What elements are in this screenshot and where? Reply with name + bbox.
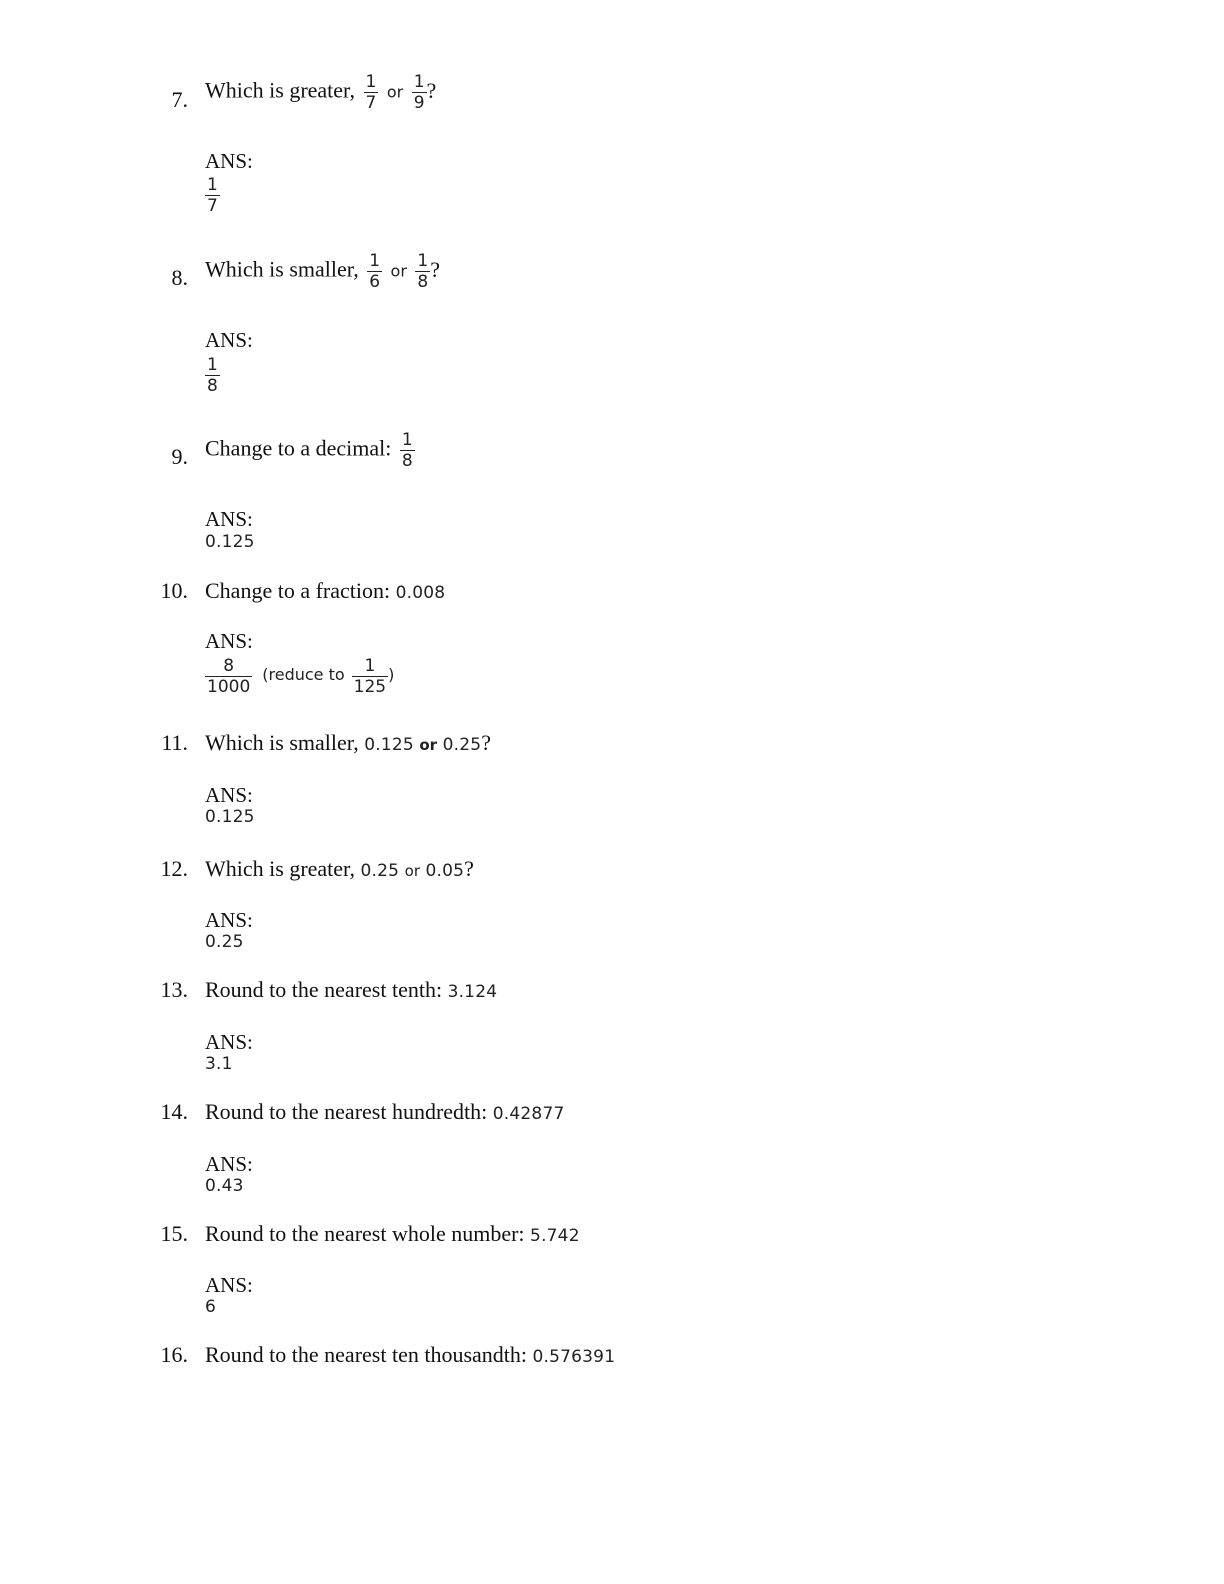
question-value: 5.742 [530,1226,580,1246]
answer-value: 0.125 [205,807,255,827]
question-number: 16. [160,1342,188,1367]
fraction: $\frac{1}{7}$ [365,72,377,113]
answer-label: ANS: [205,1152,253,1176]
answer-value [205,656,394,697]
answer-fraction: $\frac{1}{7}$ [207,175,218,216]
question-prompt-line [205,730,491,758]
question-value: 0.008 [395,583,446,603]
answer-fraction: $\frac{8}{1000}$ [207,656,251,697]
fraction: $\frac{1}{8}$ [417,251,429,292]
question-prompt-line [205,578,445,606]
question-prompt: Which is greater, [205,856,355,881]
answer-value: 0.25 [205,932,244,952]
question-number: 14. [160,1099,188,1124]
answer-reduced-fraction: $\frac{1}{125}$ [353,656,387,697]
question-prompt: Which is smaller, [205,256,359,282]
connector: or [404,862,421,880]
question-end: ? [481,730,491,755]
answer-label: ANS: [205,629,253,653]
question-prompt: Round to the nearest tenth: [205,977,443,1002]
question-value-2: 0.05 [425,861,465,881]
question-value-2: 0.25 [442,735,482,755]
question-prompt-line [205,856,474,884]
answer-value: 0.43 [205,1176,244,1196]
answer-label: ANS: [205,507,253,531]
question-prompt: Which is smaller, [205,730,359,755]
question-prompt-line [205,1342,615,1370]
connector: or [390,261,407,281]
fraction: $\frac{1}{6}$ [369,251,381,292]
question-prompt-line [205,1221,580,1249]
answer-note: (reduce to [262,665,345,685]
question-end: ? [430,256,440,282]
answer-value [205,355,220,396]
question-number: 8. [171,265,188,290]
question-value: 3.124 [447,982,498,1002]
question-number: 7. [171,87,188,112]
answer-fraction: $\frac{1}{8}$ [207,355,218,396]
fraction: $\frac{1}{8}$ [401,430,413,471]
answer-label: ANS: [205,783,253,807]
question-prompt-line [205,251,440,292]
answer-label: ANS: [205,149,253,173]
answer-value: 0.125 [205,532,255,552]
question-prompt-line [205,977,497,1005]
question-prompt-line [205,1099,564,1127]
answer-value: 6 [205,1297,217,1317]
question-end: ? [464,856,474,881]
question-value: 0.576391 [532,1347,616,1367]
question-prompt-line [205,430,418,471]
question-number: 15. [160,1221,188,1246]
answer-value [205,175,220,216]
question-prompt: Round to the nearest ten thousandth: [205,1342,527,1367]
question-value-1: 0.25 [360,861,400,881]
question-number: 9. [171,444,188,469]
question-prompt: Which is greater, [205,77,355,103]
answer-note-close: ) [388,665,395,685]
answer-label: ANS: [205,1273,253,1297]
question-value-1: 0.125 [364,735,414,755]
question-prompt: Change to a fraction: [205,578,391,603]
fraction: $\frac{1}{9}$ [413,72,425,113]
question-prompt: Round to the nearest whole number: [205,1221,525,1246]
question-end: ? [426,77,437,103]
question-number: 10. [160,578,188,603]
question-prompt: Change to a decimal: [205,435,392,461]
question-prompt: Round to the nearest hundredth: [205,1099,488,1124]
question-prompt-line [205,72,436,113]
question-value: 0.42877 [492,1104,565,1124]
answer-label: ANS: [205,908,253,932]
answer-label: ANS: [205,328,253,352]
answer-label: ANS: [205,1030,253,1054]
question-number: 12. [160,856,188,881]
connector: or [386,82,404,102]
question-number: 11. [161,730,188,755]
question-number: 13. [160,977,188,1002]
connector: or [419,736,438,754]
answer-value: 3.1 [205,1054,233,1074]
